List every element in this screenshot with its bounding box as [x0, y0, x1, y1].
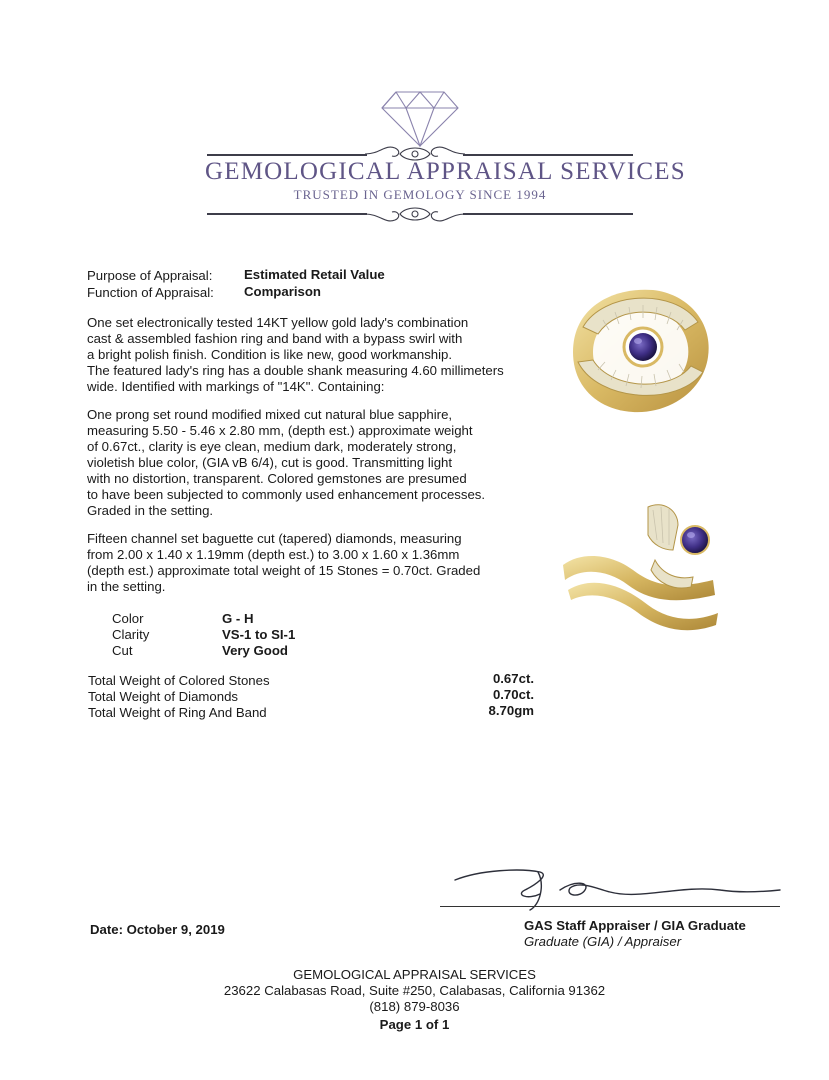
- description-line: of 0.67ct., clarity is eye clean, medium dark, moderately strong,: [87, 439, 457, 454]
- description-line: One prong set round modified mixed cut natural blue sapphire,: [87, 407, 453, 422]
- grading-label: Clarity: [112, 627, 150, 642]
- totals-label: Total Weight of Colored Stones: [88, 673, 270, 688]
- header-rule-top-right: [463, 154, 633, 156]
- description-paragraph-1: [87, 315, 504, 395]
- grading-label: Cut: [112, 643, 133, 658]
- description-line: One set electronically tested 14KT yellow gold lady's combination: [87, 315, 469, 330]
- function-value: Comparison: [244, 284, 321, 299]
- description-line: wide. Identified with markings of "14K". Containing:: [87, 379, 385, 394]
- grading-table: [112, 611, 295, 659]
- ring-photo-side-view: [553, 495, 723, 635]
- appraisal-date: Date: October 9, 2019: [90, 922, 225, 937]
- grading-value: G - H: [222, 611, 254, 626]
- totals-row: [88, 705, 538, 721]
- description-line: measuring 5.50 - 5.46 x 2.80 mm, (depth est.) approximate weight: [87, 423, 473, 438]
- description-line: violetish blue color, (GIA vB 6/4), cut is good. Transmitting light: [87, 455, 453, 470]
- description-line: with no distortion, transparent. Colored gemstones are presumed: [87, 471, 467, 486]
- totals-row: [88, 673, 538, 689]
- grading-value: Very Good: [222, 643, 288, 658]
- header-rule-top-left: [207, 154, 367, 156]
- description-line: to have been subjected to commonly used enhancement processes.: [87, 487, 486, 502]
- totals-label: Total Weight of Ring And Band: [88, 705, 267, 720]
- function-label: Function of Appraisal:: [87, 285, 214, 300]
- signature-line: [440, 906, 780, 907]
- description-line: (depth est.) approximate total weight of 15 Stones = 0.70ct. Graded: [87, 563, 481, 578]
- grading-row: [112, 643, 295, 659]
- description-line: in the setting.: [87, 579, 166, 594]
- description-paragraph-3: [87, 531, 480, 595]
- grading-row: [112, 611, 295, 627]
- description-paragraph-2: [87, 407, 485, 519]
- appraiser-title: GAS Staff Appraiser / GIA Graduate: [524, 918, 746, 933]
- description-line: a bright polish finish. Condition is like new, good workmanship.: [87, 347, 453, 362]
- grading-value: VS-1 to SI-1: [222, 627, 296, 642]
- totals-value: 0.70ct.: [492, 687, 534, 702]
- footer-phone: (818) 879-8036: [369, 999, 460, 1014]
- flourish-ornament-bottom: [360, 200, 470, 228]
- footer-address: 23622 Calabasas Road, Suite #250, Calabasas, California 91362: [223, 983, 606, 998]
- description-line: cast & assembled fashion ring and band with a bypass swirl with: [87, 331, 463, 346]
- page-number: Page 1 of 1: [379, 1017, 450, 1032]
- totals-row: [88, 689, 538, 705]
- company-tagline: TRUSTED IN GEMOLOGY SINCE 1994: [293, 187, 547, 202]
- company-name-heading: GEMOLOGICAL APPRAISAL SERVICES: [205, 158, 686, 185]
- grading-row: [112, 627, 295, 643]
- description-line: Fifteen channel set baguette cut (tapered) diamonds, measuring: [87, 531, 462, 546]
- description-line: The featured lady's ring has a double shank measuring 4.60 millimeters: [87, 363, 504, 378]
- appraiser-subtitle: Graduate (GIA) / Appraiser: [524, 934, 682, 949]
- footer-company-name: GEMOLOGICAL APPRAISAL SERVICES: [293, 967, 536, 982]
- purpose-label: Purpose of Appraisal:: [87, 268, 213, 283]
- grading-label: Color: [112, 611, 144, 626]
- totals-label: Total Weight of Diamonds: [88, 689, 239, 704]
- description-line: from 2.00 x 1.40 x 1.19mm (depth est.) to 3.00 x 1.60 x 1.36mm: [87, 547, 460, 562]
- totals-value: 0.67ct.: [492, 671, 534, 686]
- header-rule-bottom-right: [463, 213, 633, 215]
- description-line: Graded in the setting.: [87, 503, 214, 518]
- ring-photo-top-view: [553, 282, 723, 422]
- header-rule-bottom-left: [207, 213, 367, 215]
- purpose-value: Estimated Retail Value: [244, 267, 385, 282]
- totals-table: [88, 673, 538, 721]
- totals-value: 8.70gm: [488, 703, 534, 718]
